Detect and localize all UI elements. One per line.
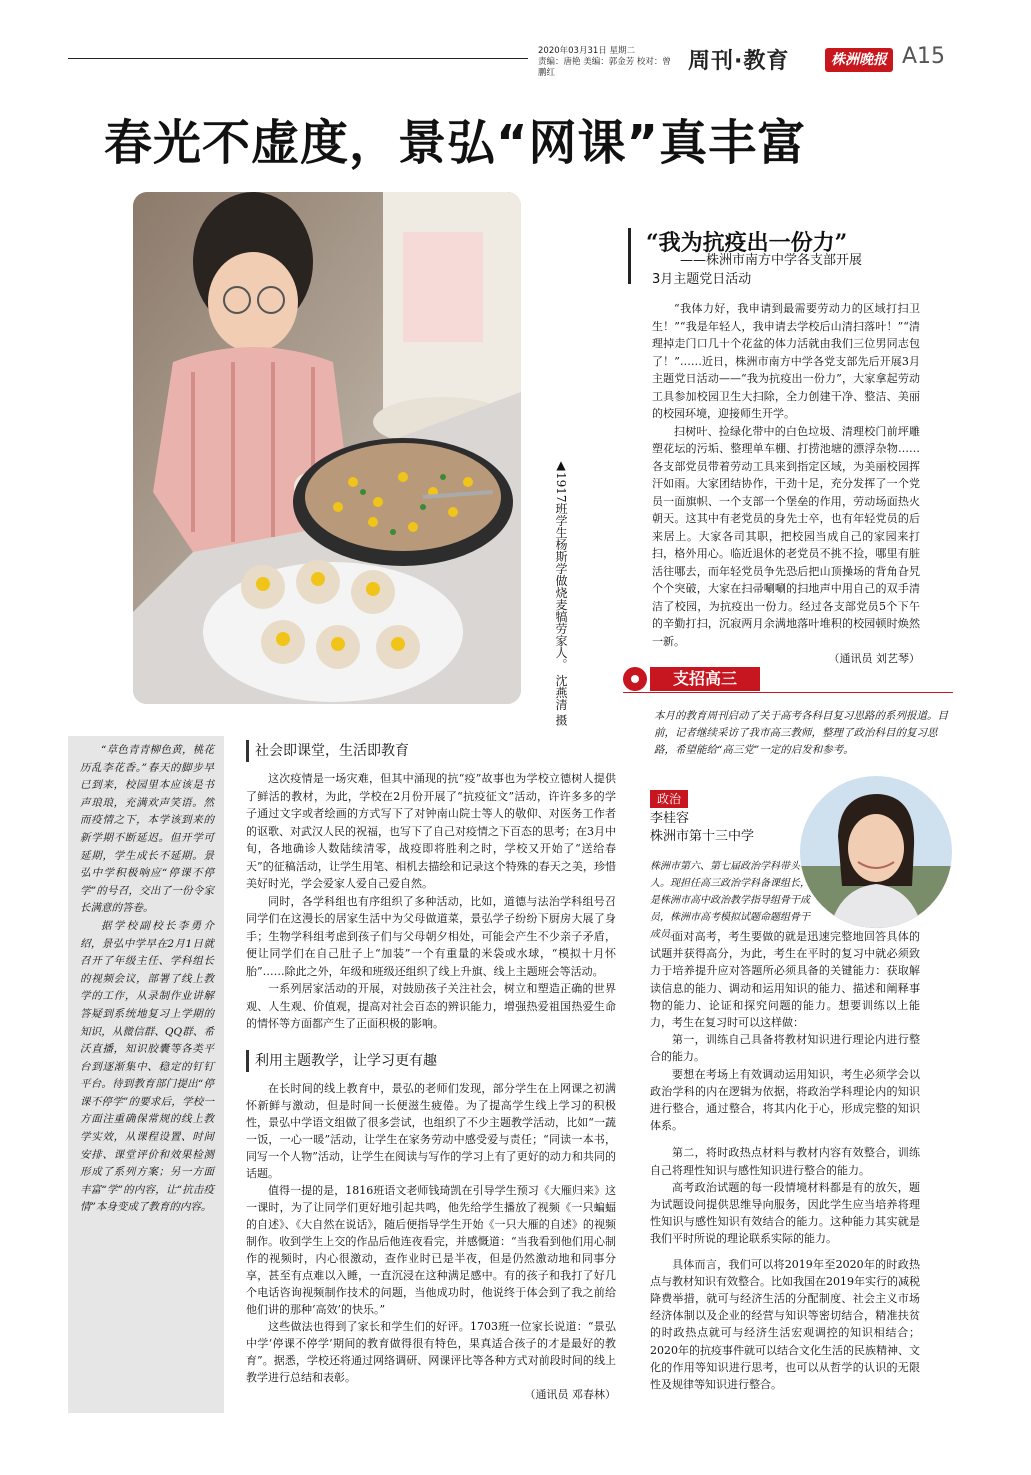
paragraph: 同时，各学科组也有序组织了多种活动，比如，道德与法治学科组号召同学们在这漫长的居家生活中为父母做道菜，景弘学子纷纷下厨房大展了身手；生物学科组考虑到孩子们与父母朝夕相处，可能会产生不少亲子矛盾，便让同学们在自己肚子上“加装”一个有重量的米袋或水球，“模拟十月怀胎”……除此之外，年级和班级还组织了线上升旗、线上主题班会等活动。 [246,894,616,978]
tab-dot-icon [631,675,639,683]
paragraph: 第二，将时政热点材料与教材内容有效整合，训练自己将理性知识与感性知识进行整合的能力。 [650,1146,920,1177]
teacher-portrait [800,776,952,928]
photo-caption: ▲1917班学生杨斯学做烧麦犒劳家人。 沈燕清 摄 [554,458,568,727]
section-2-title: 利用主题教学，让学习更有趣 [246,1050,616,1072]
header-editors: 责编：唐艳 美编：郭金芳 校对：曾鹏红 [538,57,671,78]
photo-illustration [133,192,521,704]
section-1 [246,740,616,1033]
page-headline: 春光不虚度，景弘“网课”真丰富 [104,115,807,171]
teacher-name: 李桂容 [650,811,690,826]
paragraph: 值得一提的是，1816班语文老师钱琦凯在引导学生预习《大雁归来》这一课时，为了让同学们更好地引起共鸣，他先给学生播放了视频《一只蝙蝠的自述》、《大自然在说话》，随后便指导学生开始《一只大雁的自述》的视频制作。收到学生上交的作品后他连夜看完，并感慨道：“当我看到他们用心制作的视频时，内心很激动，查作业时已是半夜，但是仍然激动地和同事分享，甚至有点难以入睡，一直沉浸在这种满足感中。有的孩子和我打了好几个电话咨询视频制作技术的问题，当他成功时，他说终于体会到了我之前给他们讲的那种‘高效’的快乐。” [246,1184,616,1316]
paragraph: 这些做法也得到了家长和学生们的好评。1703班一位家长说道：“景弘中学‘停课不停学’期间的教育做得很有特色，果真适合孩子的才是最好的教育”。据悉，学校还将通过网络调研、网课评比等各种方式对前段时间的线上教学进行总结和表彰。 [246,1320,616,1384]
paragraph: 面对高考，考生要做的就是迅速完整地回答具体的试题并获得高分，为此，考生在平时的复习中就必须致力于培养提升应对答题所必须具备的关键能力：获取解读信息的能力、调动和运用知识的能力、描述和阐释事物的能力、论证和探究问题的能力。想要训练以上能力，考生在复习时可以这样做： [650,930,920,1030]
byline: （通讯员 刘艺琴） [828,652,920,665]
column-intro: 本月的教育周刊启动了关于高考各科目复习思路的系列报道。目前，记者继续采访了我市高三教师，整理了政治科目的复习思路，希望能给“高三党”一定的启发和参考。 [654,710,948,756]
column-rule [623,692,953,693]
section-2 [246,1050,616,1403]
subject-badge: 政治 [650,790,688,808]
left-sidebar-text [80,742,214,1217]
paragraph: “草色青青柳色黄，桃花历乱李花香。”春天的脚步早已到来，校园里本应该是书声琅琅，充满欢声笑语。然而疫情之下，本学该到来的新学期不断延迟。但开学可延期，学生成长不延期。景弘中学积极响应“停课不停学”的号召，交出了一份令家长满意的答卷。 [80,744,214,915]
photo-girl-making-shaomai [133,192,521,704]
teacher-school: 株洲市第十三中学 [650,829,755,844]
paragraph: 具体而言，我们可以将2019年至2020年的时政热点与教材知识有效整合。比如我国在2019年实行的减税降费举措，就可与经济生活的分配制度、社会主义市场经济体制以及企业的经营与知识等密切结合，精准扶贫的时政热点就可与经济生活宏观调控的知识相结合；2020年的抗疫事件就可以结合文化生活的民族精神、文化的作用等知识进行思考，也可以从哲学的认识的无限性及规律等知识进行整合。 [650,1257,920,1392]
right-article-body [652,300,920,668]
subtitle-line-2: 3月主题党日活动 [652,272,752,287]
page-number: A15 [902,44,946,69]
paragraph: 扫树叶、捡绿化带中的白色垃圾、清理校门前坪雕塑花坛的污垢、整理单车棚、打捞池塘的漂浮杂物……各支部党员带着劳动工具来到指定区域，为美丽校园挥汗如雨。大家团结协作，干劲十足，充分发挥了一个党员一面旗帜、一个支部一个堡垒的作用，劳动场面热火朝天。这其中有老党员的身先士卒，也有年轻党员的后来居上。大家各司其职，把校园当成自己的家园来打扫，格外用心。临近退休的老党员不挑不捡，哪里有脏活往哪去，而年轻党员争先恐后把山顶操场的背角旮旯个个突破，大家在扫帚唰唰的扫地声中用自己的双手清洁了校园，为抗疫出一份力。经过各支部党员5个下午的辛勤打扫，沉寂两月余满地落叶堆积的校园顿时焕然一新。 [652,424,920,648]
section-1-title: 社会即课堂，生活即教育 [246,740,616,762]
header-info [538,46,678,79]
portrait-illustration [800,776,952,928]
paragraph: 高考政治试题的每一段情境材料都是有的放矢，题为试题设问提供思维导向服务，因此学生应当培养将理性知识与感性知识有效结合的能力。这种能力其实就是我们平时所说的理论联系实际的能力。 [650,1180,920,1246]
paragraph: 据学校副校长李勇介绍，景弘中学早在2月1日就召开了年级主任、学科组长的视频会议，部署了线上教学的工作，从录制作业讲解答疑到系统地复习上学期的知识，从微信群、QQ群、希沃直播，知识胶囊等各类平台到逐渐集中、稳定的钉钉平台。待到教育部门提出“停课不停学”的要求后，学校一方面注重确保常规的线上教学实效，从课程设置、时间安排、课堂评价和效果检测形成了系列方案；另一方面丰富“学”的内容，让“抗击疫情”本身变成了教育的内容。 [80,919,214,1214]
paragraph: 要想在考场上有效调动运用知识，考生必须学会以政治学科的内在逻辑为依据，将政治学科理论内的知识进行整合，通过整合，将其内化于心，形成完整的知识体系。 [650,1067,920,1133]
article-title-bar [628,228,631,284]
right-article-title: “我为抗疫出一份力” [646,230,848,256]
section-1-body [246,770,616,1033]
section-2-body [246,1080,616,1403]
right-article-subtitle [652,251,950,289]
paragraph: 第一，训练自己具备将教材知识进行理论内进行整合的能力。 [650,1033,920,1064]
paragraph: 这次疫情是一场灾难，但其中涌现的抗“疫”故事也为学校立德树人提供了鲜活的教材，为此，学校在2月份开展了“抗疫征文”活动，许许多多的学子通过文字或者绘画的方式写下了对钟南山院士等人的敬仰、对医务工作者的讴歌、对武汉人民的祝福，也写下了自己对疫情之下百态的思考；在3月中旬，各地确诊人数陆续清零，战疫即将胜利之时，学校又开始了“送给春天”的征稿活动，让学生用笔、相机去描绘和记录这个特殊的春天之美，珍惜美好时光，学会爱家人爱自己爱自然。 [246,772,616,890]
header-date: 2020年03月31日 星期二 [538,46,635,56]
column-tab: 支招高三 [650,667,760,691]
paragraph: 一系列居家活动的开展，对鼓励孩子关注社会，树立和塑造正确的世界观、人生观、价值观，提高对社会百态的辨识能力，增强热爱祖国热爱生命的情怀等方面都产生了正面积极的影响。 [246,982,616,1030]
subtitle-line-1: ——株洲市南方中学各支部开展 [680,253,863,268]
paragraph: 在长时间的线上教育中，景弘的老师们发现，部分学生在上网课之初满怀新鲜与激动，但是时间一长便滋生疲倦。为了提高学生线上学习的积极性，景弘中学语文组做了很多尝试，也组织了不少主题教学活动，比如“一蔬一饭，一心一暖”活动，让学生在家务劳动中感受爱与责任；“同读一本书，同写一个人物”活动，让学生在阅读与写作的学习上有了更好的动力和共同的话题。 [246,1082,616,1180]
teacher-bio: 株洲市第六、第七届政治学科带头人。现担任高三政治学科备课组长，是株洲市高中政治教学指导组骨干成员，株洲市高考模拟试题命题组骨干成员。 [650,861,810,940]
byline: （通讯员 邓春林） [524,1388,616,1401]
header-rule [68,58,528,59]
section-name: 周刊·教育 [688,49,790,74]
paragraph: “我体力好，我申请到最需要劳动力的区域打扫卫生！”“我是年轻人，我申请去学校后山清扫落叶！”“清理掉走门口几十个花盆的体力活就由我们三位男同志包了！”……近日，株洲市南方中学各党支部先后开展3月主题党日活动——“我为抗疫出一份力”，大家拿起劳动工具参加校园卫生大扫除，全力创建干净、整洁、美丽的校园环境，迎接师生开学。 [652,302,920,420]
newspaper-logo: 株洲晚报 [825,48,893,72]
column-body [650,928,920,1393]
